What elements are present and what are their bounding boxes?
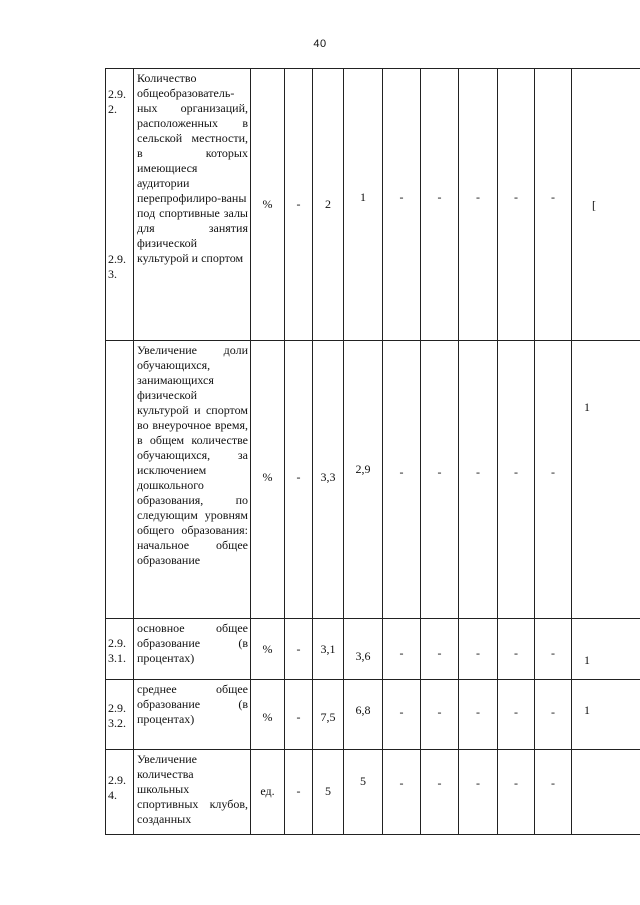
unit-cell: %: [251, 341, 285, 619]
value-cell: -: [383, 69, 421, 341]
value-cell: -: [383, 750, 421, 835]
value-cell: -: [285, 680, 313, 750]
value-cell: -: [535, 69, 572, 341]
row-description: Количество общеобразователь-ных организаций, расположенных в сельской местности, в которых имеющиеся аудитории перепрофилиро-ваны под спортивные залы для занятия физической культурой и спортом: [134, 69, 251, 341]
value-cell: 7,5: [313, 680, 344, 750]
value-cell: -: [459, 680, 498, 750]
value-cell: -: [383, 619, 421, 680]
row-code: 2.9. 3.2.: [106, 680, 134, 750]
value-cell: 5: [313, 750, 344, 835]
value-cell: -: [383, 341, 421, 619]
row-description: Увеличение количества школьных спортивных клубов, созданных: [134, 750, 251, 835]
page-number: 40: [313, 38, 327, 50]
row-code: 2.9. 3.1.: [106, 619, 134, 680]
value-cell: 2: [313, 69, 344, 341]
value-cell: -: [535, 341, 572, 619]
value-cell: -: [421, 680, 459, 750]
table-row: [106, 750, 640, 835]
value-cell: -: [421, 750, 459, 835]
row-description: Увеличение доли обучающихся, занимающихся физической культурой и спортом во внеурочное время, в общем количестве обучающихся, за исключением дошкольного образования, по следующим уровням общего образования: начальное общее образование: [134, 341, 251, 619]
value-cell: -: [498, 680, 535, 750]
value-cell: -: [459, 750, 498, 835]
value-cell: -: [421, 341, 459, 619]
value-cell: -: [459, 69, 498, 341]
value-cell: -: [421, 69, 459, 341]
value-cell: -: [285, 69, 313, 341]
value-cell: -: [498, 341, 535, 619]
table-row: [106, 69, 640, 341]
value-cell: -: [498, 750, 535, 835]
value-cell: -: [285, 619, 313, 680]
value-cell: -: [459, 619, 498, 680]
value-cell: -: [498, 619, 535, 680]
indicator-table: [105, 68, 640, 835]
value-cell: -: [459, 341, 498, 619]
value-cell: 5: [344, 750, 383, 835]
row-description: среднее общее образование (в процентах): [134, 680, 251, 750]
edge-cell: [: [572, 69, 640, 341]
value-cell: -: [421, 619, 459, 680]
edge-cell: 1: [572, 680, 640, 750]
unit-cell: %: [251, 69, 285, 341]
value-cell: -: [535, 619, 572, 680]
unit-cell: %: [251, 619, 285, 680]
row-code: 2.9. 3.: [106, 341, 134, 619]
value-cell: 6,8: [344, 680, 383, 750]
unit-cell: %: [251, 680, 285, 750]
row-code: 2.9. 2.: [106, 69, 134, 341]
row-code: 2.9. 4.: [106, 750, 134, 835]
unit-cell: ед.: [251, 750, 285, 835]
row-description: основное общее образование (в процентах): [134, 619, 251, 680]
value-cell: 2,9: [344, 341, 383, 619]
value-cell: -: [535, 680, 572, 750]
value-cell: -: [285, 750, 313, 835]
value-cell: -: [383, 680, 421, 750]
edge-cell: [572, 750, 640, 835]
edge-cell: 1: [572, 341, 640, 619]
table-row: [106, 341, 640, 619]
table-row: [106, 680, 640, 750]
value-cell: 3,3: [313, 341, 344, 619]
value-cell: 3,1: [313, 619, 344, 680]
table-row: [106, 619, 640, 680]
value-cell: 3,6: [344, 619, 383, 680]
value-cell: 1: [344, 69, 383, 341]
value-cell: -: [498, 69, 535, 341]
value-cell: -: [285, 341, 313, 619]
edge-cell: 1: [572, 619, 640, 680]
value-cell: -: [535, 750, 572, 835]
